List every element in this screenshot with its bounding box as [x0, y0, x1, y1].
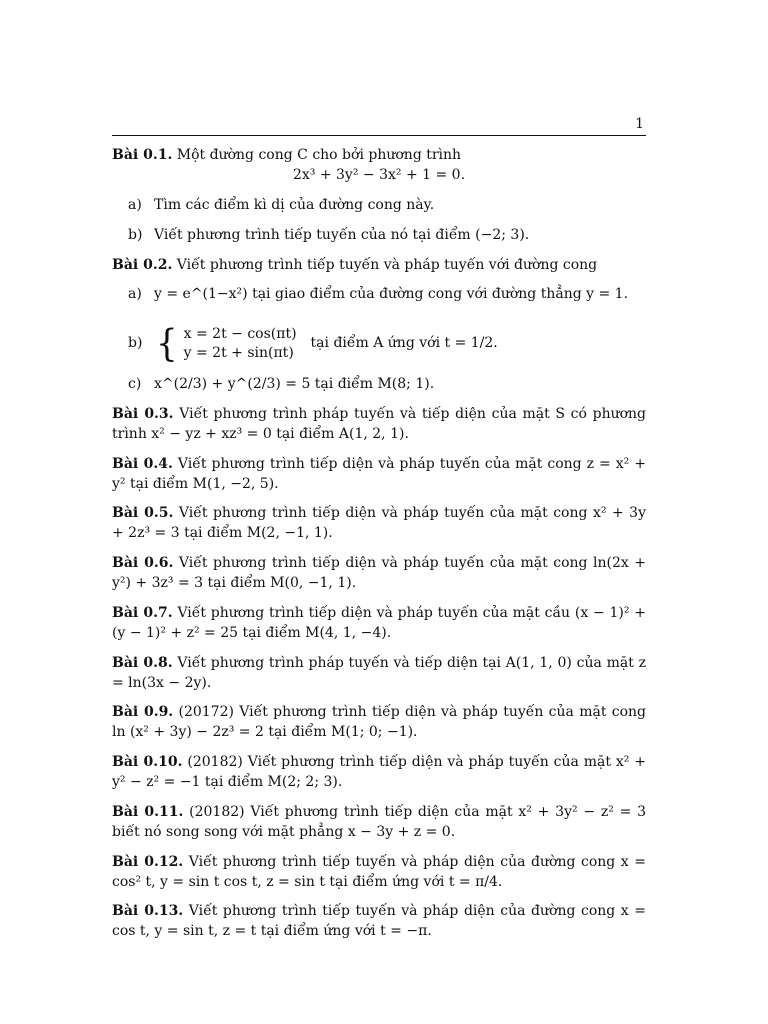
problem-0-6 [112, 554, 646, 594]
subproblem-a [128, 196, 646, 216]
subproblem-mark: a) [128, 286, 142, 303]
problem-text: Một đường cong C cho bởi phương trình [176, 147, 462, 163]
subproblem-text: tại điểm A ứng với t = 1/2. [310, 335, 498, 352]
problem-label: Bài 0.12. [112, 853, 184, 870]
subproblem-text: x^(2/3) + y^(2/3) = 5 tại điểm M(8; 1). [154, 376, 435, 393]
problem-0-13 [112, 902, 646, 942]
problem-0-1 [112, 146, 646, 186]
problem-0-11 [112, 803, 646, 843]
problem-text: Viết phương trình tiếp diện và pháp tuyến của mặt cong ln(2x + y²) + 3z³ = 3 tại điểm M(0, −1, 1). [112, 555, 646, 592]
problem-label: Bài 0.5. [112, 505, 174, 522]
problem-0-9 [112, 703, 646, 743]
page-header [112, 115, 646, 136]
display-equation: 2x³ + 3y² − 3x² + 1 = 0. [292, 166, 466, 183]
problem-text: Viết phương trình tiếp diện và pháp tuyến của mặt cong z = x² + y² tại điểm M(1, −2, 5). [112, 455, 647, 492]
page-number: 1 [635, 116, 644, 132]
problem-text: Viết phương trình tiếp diện và pháp tuyến của mặt cong x² + 3y + 2z³ = 3 tại điểm M(2, −1, 1). [112, 505, 646, 542]
problem-label: Bài 0.8. [112, 654, 173, 671]
problem-label: Bài 0.7. [112, 604, 173, 621]
problem-label: Bài 0.13. [112, 903, 184, 920]
problem-text: Viết phương trình pháp tuyến và tiếp diện tại A(1, 1, 0) của mặt z = ln(3x − 2y). [112, 654, 646, 691]
document-page [112, 115, 646, 942]
subproblem-text: Viết phương trình tiếp tuyến của nó tại điểm (−2; 3). [154, 226, 530, 243]
system-line-2: y = 2t + sin(πt) [183, 345, 294, 362]
problem-text: Viết phương trình pháp tuyến và tiếp diện của mặt S có phương trình x² − yz + xz³ = 0 tại điểm A(1, 2, 1). [112, 405, 647, 442]
problem-text: Viết phương trình tiếp diện và pháp tuyến của mặt cầu (x − 1)² + (y − 1)² + z² = 25 tại điểm M(4, 1, −4). [112, 604, 646, 641]
problem-0-4 [112, 455, 646, 495]
problem-text: Viết phương trình tiếp tuyến và pháp diện của đường cong x = cos t, y = sin t, z = t tại điểm ứng với t = −π. [112, 903, 646, 940]
problem-0-3 [112, 405, 646, 445]
subproblem-b [128, 322, 646, 367]
problem-0-5 [112, 504, 646, 544]
problem-0-2 [112, 256, 646, 276]
problem-text: (20182) Viết phương trình tiếp diện của mặt x² + 3y² − z² = 3 biết nó song song với mặt phẳng x − 3y + z = 0. [112, 803, 646, 840]
problem-text: (20182) Viết phương trình tiếp diện và pháp tuyến của mặt x² + y² − z² = −1 tại điểm M(2; 2; 3). [112, 754, 647, 791]
problem-text: Viết phương trình tiếp tuyến và pháp diện của đường cong x = cos² t, y = sin t cos t, z = sin t tại điểm ứng với t = π/4. [112, 853, 646, 890]
subproblem-mark: b) [128, 335, 143, 352]
problem-label: Bài 0.4. [112, 455, 173, 472]
problem-label: Bài 0.1. [112, 147, 173, 163]
problem-label: Bài 0.11. [112, 803, 184, 820]
subproblem-a [128, 285, 646, 305]
subproblem-mark: c) [128, 376, 142, 393]
problem-0-8 [112, 654, 646, 694]
problem-text: (20172) Viết phương trình tiếp diện và pháp tuyến của mặt cong ln (x² + 3y) − 2z³ = 2 tại điểm M(1; 0; −1). [112, 704, 646, 741]
subproblem-text: Tìm các điểm kì dị của đường cong này. [154, 196, 435, 213]
subproblem-b [128, 226, 646, 246]
subproblem-mark: b) [128, 226, 143, 243]
subproblem-mark: a) [128, 196, 142, 213]
problem-label: Bài 0.10. [112, 754, 183, 771]
brace-symbol: { [156, 322, 178, 367]
subproblem-c [128, 375, 646, 395]
problem-label: Bài 0.3. [112, 405, 174, 422]
subproblem-text: y = e^(1−x²) tại giao điểm của đường cong với đường thẳng y = 1. [154, 286, 629, 303]
problem-text: Viết phương trình tiếp tuyến và pháp tuyến với đường cong [176, 256, 598, 273]
problem-0-12 [112, 853, 646, 893]
system-line-1: x = 2t − cos(πt) [183, 326, 297, 343]
equation-system [184, 325, 297, 363]
problem-label: Bài 0.6. [112, 555, 174, 572]
problem-0-10 [112, 753, 646, 793]
problem-label: Bài 0.2. [112, 256, 173, 273]
problem-label: Bài 0.9. [112, 704, 174, 721]
problem-0-7 [112, 604, 646, 644]
